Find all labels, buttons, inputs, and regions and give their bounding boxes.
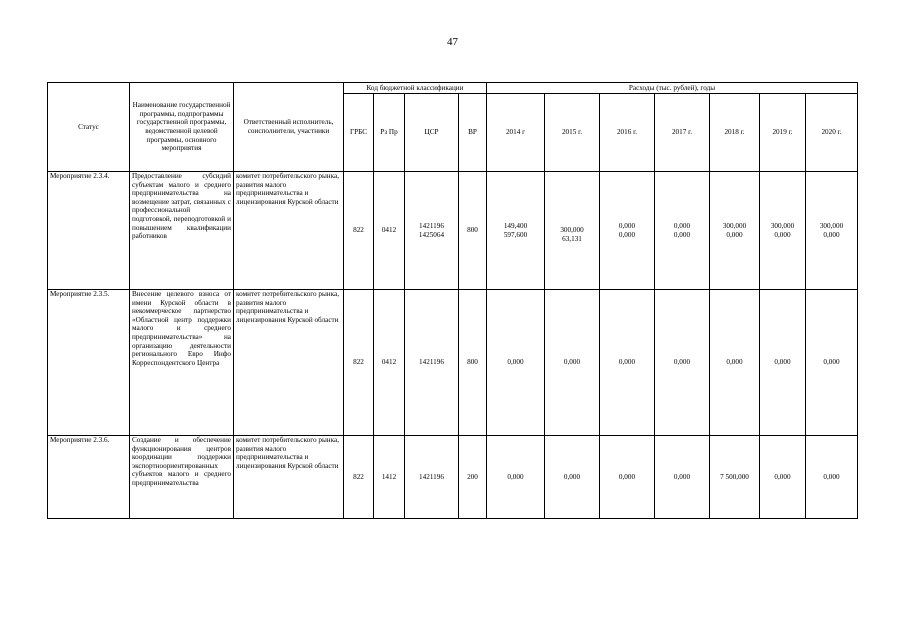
row-vr: 800 bbox=[459, 290, 487, 436]
header-year: 2016 г. bbox=[600, 94, 655, 172]
row-value: 0,000 bbox=[600, 290, 655, 436]
row-grbs: 822 bbox=[344, 172, 374, 290]
row-csr bbox=[405, 172, 459, 290]
row-value: 7 500,000 bbox=[710, 436, 760, 519]
row-name: Внесение целевого взноса от имени Курской области в некоммерческое партнерство «Областной центр поддержки малого и среднего предпринимательства» на организацию деятельности регионального Евро Инфо Корреспондентского Центра bbox=[130, 290, 234, 436]
value-line: 0,000 bbox=[823, 230, 840, 239]
value-line: 0,000 bbox=[774, 230, 791, 239]
row-status: Мероприятие 2.3.6. bbox=[48, 436, 130, 519]
value-line: 0,000 bbox=[726, 230, 743, 239]
row-rzpr: 1412 bbox=[374, 436, 405, 519]
row-name: Предоставление субсидий субъектам малого и среднего предпринимательства на возмещение затрат, связанных с профессиональной подготовкой, переподготовкой и повышением квалификации работников bbox=[130, 172, 234, 290]
csr-code: 1425064 bbox=[418, 230, 445, 239]
row-value: 0,000 bbox=[760, 290, 806, 436]
header-year: 2020 г. bbox=[806, 94, 858, 172]
row-csr: 1421196 bbox=[405, 290, 459, 436]
row-status: Мероприятие 2.3.4. bbox=[48, 172, 130, 290]
header-vr: ВР bbox=[459, 94, 487, 172]
header-budget-code: Код бюджетной классификации bbox=[344, 83, 487, 94]
row-rzpr: 0412 bbox=[374, 290, 405, 436]
header-status: Статус bbox=[48, 83, 130, 172]
value-line: 0,000 bbox=[618, 221, 636, 230]
row-value bbox=[545, 172, 600, 290]
row-vr: 800 bbox=[459, 172, 487, 290]
row-value: 0,000 bbox=[600, 436, 655, 519]
row-value bbox=[600, 172, 655, 290]
row-responsible: комитет потребительского рынка, развития малого предпринимательства и лицензирования Курской области bbox=[234, 290, 344, 436]
value-line: 597,600 bbox=[503, 230, 528, 239]
row-value bbox=[487, 172, 545, 290]
row-grbs: 822 bbox=[344, 436, 374, 519]
value-line: 300,000 bbox=[560, 225, 584, 234]
row-value bbox=[806, 172, 858, 290]
row-value bbox=[655, 172, 710, 290]
row-value: 0,000 bbox=[760, 436, 806, 519]
row-value: 0,000 bbox=[806, 290, 858, 436]
table-row bbox=[48, 172, 858, 290]
header-rzpr: Рз Пр bbox=[374, 94, 405, 172]
row-grbs: 822 bbox=[344, 290, 374, 436]
header-grbs: ГРБС bbox=[344, 94, 374, 172]
row-rzpr: 0412 bbox=[374, 172, 405, 290]
row-value bbox=[760, 172, 806, 290]
value-line: 300,000 bbox=[722, 221, 747, 230]
budget-table bbox=[47, 82, 858, 519]
row-name: Создание и обеспечение функционирования центров координации поддержки экспортноориентированных субъектов малого и среднего предпринимательства bbox=[130, 436, 234, 519]
row-value bbox=[710, 172, 760, 290]
header-expenses: Расходы (тыс. рублей), годы bbox=[487, 83, 858, 94]
row-status: Мероприятие 2.3.5. bbox=[48, 290, 130, 436]
row-value: 0,000 bbox=[710, 290, 760, 436]
value-line: 300,000 bbox=[819, 221, 844, 230]
row-value: 0,000 bbox=[655, 290, 710, 436]
row-value: 0,000 bbox=[487, 290, 545, 436]
header-year: 2019 г. bbox=[760, 94, 806, 172]
row-responsible: комитет потребительского рынка, развития малого предпринимательства и лицензирования Курской области bbox=[234, 172, 344, 290]
header-year: 2018 г. bbox=[710, 94, 760, 172]
row-value: 0,000 bbox=[655, 436, 710, 519]
value-line: 0,000 bbox=[618, 230, 636, 239]
header-year: 2015 г. bbox=[545, 94, 600, 172]
row-value: 0,000 bbox=[487, 436, 545, 519]
value-line: 0,000 bbox=[673, 230, 691, 239]
header-name: Наименование государственной программы, подпрограммы государственной программы, ведомственной целевой программы, основного мероприятия bbox=[130, 83, 234, 172]
header-year: 2014 г bbox=[487, 94, 545, 172]
value-line: 0,000 bbox=[673, 221, 691, 230]
row-value: 0,000 bbox=[545, 290, 600, 436]
table-row bbox=[48, 436, 858, 519]
row-vr: 200 bbox=[459, 436, 487, 519]
value-line: 63,131 bbox=[562, 234, 582, 243]
row-csr: 1421196 bbox=[405, 436, 459, 519]
table-row bbox=[48, 290, 858, 436]
header-year: 2017 г. bbox=[655, 94, 710, 172]
row-value: 0,000 bbox=[806, 436, 858, 519]
csr-code: 1421196 bbox=[419, 221, 444, 230]
header-csr: ЦСР bbox=[405, 94, 459, 172]
value-line: 300,000 bbox=[770, 221, 795, 230]
row-value: 0,000 bbox=[545, 436, 600, 519]
value-line: 149,400 bbox=[503, 221, 528, 230]
row-responsible: комитет потребительского рынка, развития малого предпринимательства и лицензирования Курской области bbox=[234, 436, 344, 519]
page-number: 47 bbox=[447, 36, 458, 48]
header-responsible: Ответственный исполнитель, соисполнители, участники bbox=[234, 83, 344, 172]
